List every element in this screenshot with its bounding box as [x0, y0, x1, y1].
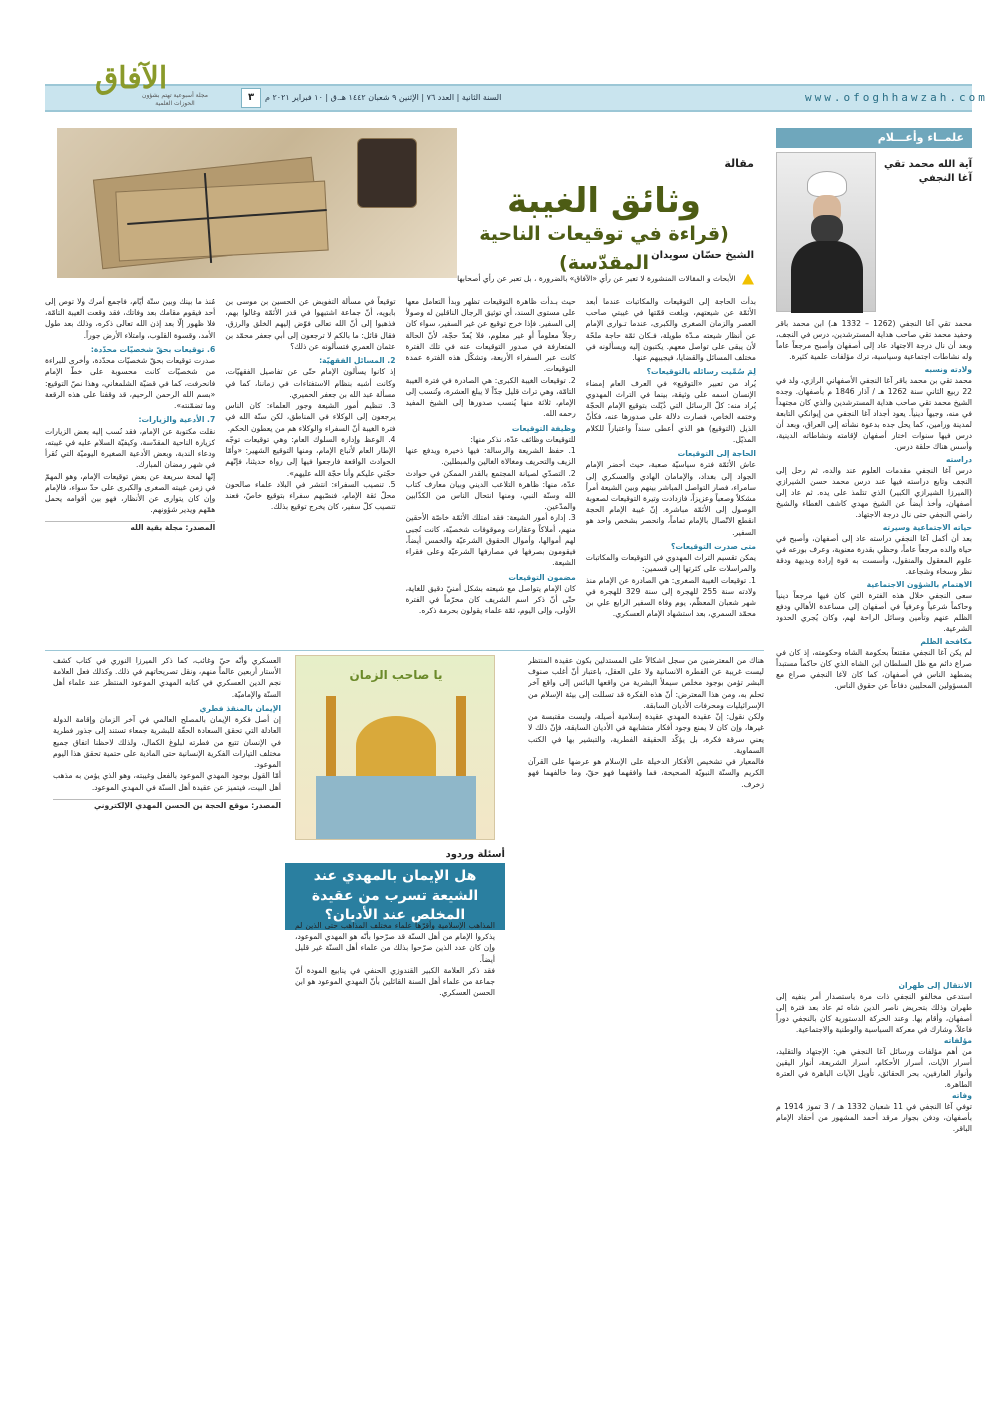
paragraph: 4. الوعظ وإدارة السلوك العام: وهي توقيعات توجّه الإطار العام لأتباع الإمام، ومنها التوقيع الشهير: «وأمّا الحوادث الواقعة فارجعوا فيها إلى رواة حديثنا، فإنّهم حجّتي عليكم وأنا حجّة الله عليهم». [225, 434, 396, 478]
bio-intro: محمد تقي آغا النجفي (1262 – 1332 هـ) ابن محمد باقر وحفيد محمد تقي صاحب هداية المسترشدين، درس في النجف، وبعد أن نال درجة الاجتهاد عاد إلى أصفهان وأصبح مرجعاً عاماً وله نشاطات اجتماعية وسياسية، ترك مؤلفات علمية كثيرة. [776, 319, 972, 361]
subheading: مضمون التوقيعات [508, 572, 576, 582]
paragraph: 2. التصدّي لصيانة المجتمع بالقدر الممكن في حوادث عدّة، منها: ظاهرة التلاعب الديني وبيان معارف كتاب الله وسنّة النبي، ومنها انتحال الناس من الكذّابين والمدّعين. [405, 468, 576, 512]
paragraph: أمّا القول بوجود المهدي الموعود بالفعل وغيبته، وهو الذي يؤمن به مذهب أهل البيت، فيتميز عن عقيدة أهل السنّة في المهدي الموعود. [53, 771, 281, 792]
scholar-bio [776, 318, 972, 691]
sidebar-heading: علمــاء وأعـــلام [776, 128, 972, 148]
paragraph: للتوقيعات وظائف عدّة، نذكر منها: [470, 434, 576, 444]
article-author: الشيخ حسّان سويدان [651, 250, 754, 261]
qa-column-3 [53, 655, 281, 1390]
bio-move: استدعى مخالفو النجفي ذات مرة باستصدار أمر بنفيه إلى طهران وذلك بتحريض ناصر الدين شاه ثم عاد بعد فترة إلى أصفهان، وأقام بها. وعند الحركة الدستورية كان بالنجفي دوراً فاعلاً، وشارك في معركة السياسية والوطنية والاجتماعية. [776, 992, 972, 1034]
bio-heading-study: دراسته [945, 455, 972, 464]
disclaimer [304, 273, 754, 285]
paragraph: صدرت توقيعات بحقّ شخصيّات محدّدة، وأخرى للبراءة من شخصيّات كانت محسوبة على خطّ الإمام فانحرفت، كما في قضيّة الشلمغاني، وهذا نصّ التوقيع: «بسم الله الرحمن الرحيم، قد وقفنا على هذه الرقعة وما تضمّنته». [45, 356, 216, 411]
paragraph: كان الإمام يتواصل مع شيعته بشكل أمنيّ دقيق للغاية، حتّى أنّ ذكر اسم الشريف كان محرّماً في الفترة الأولى، وإلى اليوم، ثمّة علماء يقولون بحرمة ذكره. [405, 583, 576, 616]
subheading: متى صدرت التوقيعات؟ [670, 541, 756, 551]
subheading: 6. توقيعات بحقّ شخصيّات محدّدة: [90, 344, 216, 354]
qa-label: أسئلة وردود [445, 849, 505, 860]
calligraphy: يا صاحب الزمان [349, 668, 443, 682]
paragraph: بدأت الحاجة إلى التوقيعات والمكاتبات عندما أبعد الأئمّة عن شيعتهم، وبلغت قمّتها في غيبتي صاحب العصر والزمان الصغرى والكبرى، عندما تـوارى الإمام عن أنظار شيعته مـدّة طويلة، فـكان ثمّة حاجة ملحّة لأن يبقى على تواصل معهم. يكتبون إليه ويسألونه في مختلف المسائل والقضايا، فيجيبهم عنها. [585, 297, 756, 363]
paragraph: توقيعاً في مسألة التفويض عن الحسين بن موسى بن بابويه، أنّ جماعة اشتبهوا في قدر الأئمّة وغالوا بهم، فذهبوا إلى أنّ الله تعالى فوّض إليهم الخلق والرزق، فقال قائل: ما بالكم لا ترجعون إلى أبي جعفر محمّد بن عثمان العمري فتسألونه عن ذلك؟ [225, 297, 396, 351]
bio-heading-works: مؤلفاته [943, 1036, 972, 1045]
paragraph: فقد ذكر العلامة الكبير القندوزي الحنفي في ينابيع المودة أنّ جماعة من علماء أهل السنة القائلين بأنّ المهدي الموعود هو ابن الحسن العسكري. [295, 965, 495, 998]
scholar-bio-continued [776, 980, 972, 1134]
subheading: الإيمان بالمنقذ فطري [199, 703, 281, 713]
paragraph: مُنذ ما بينك وبين ستّة أيّام، فاجمع أمرك ولا توص إلى أحد فيقوم مقامك بعد وفاتك، فقد وقعت الغيبة التامّة، فلا ظهور إلّا بعد إذن الله تعالى ذكره، وذلك بعد طول الأمد، وقسوة القلوب، وامتلاء الأرض جوراً. [45, 297, 216, 340]
website-link[interactable]: www.ofoghhawzah.com [805, 91, 988, 104]
paragraph: حيث بـدأت ظاهرة التوقيعات تظهر وبدأ التعامل معها على مستوى السند، أي توثيق الرجال الناقلين له وصولاً إلى السفير. فإذا خرج توقيع عن غير السفير، سواء كان رجلاً معلوماً أو غير معلوم، فلا يُعدّ حجّة، لأنّ الحالة المتعارفة في صدور التوقيعات عنه في تلك الفترة كانت عبر السفراء الأربعة، وتشكّل هذه الفترة عمدة التوقيعات. [405, 297, 576, 374]
letters-bundle-image [57, 128, 457, 278]
article-source: المصدر: مجلة بقية الله [45, 521, 215, 533]
paragraph: يُراد من تعبير «التوقيع» في العرف العام إمضاء الإنسان اسمه على وثيقة، بينما في التراث المهدوي يُراد منه: كلّ الرسائل التي ذُيّلت بتوقيع الإمام الحجّة وختمه الخاص، فصارت دلالة على صدورها عنه، فكأنّ الذيل (التوقيع) هو الذي أعطى سنداً واعتباراً للكلام المذيّل. [585, 378, 756, 444]
subheading: وظيفة التوقيعات [511, 423, 576, 433]
article-headline: وثائق الغيبة [507, 181, 701, 221]
subheading: 7. الأدعية والزيارات: [138, 415, 216, 425]
disclaimer-text: الأبحاث و المقالات المنشورة لا تعبر عن رأي «الآفاق» بالضرورة ، بل تعبر عن رأي أصحابها [457, 274, 736, 283]
warning-icon [742, 274, 754, 285]
bio-death: توفي آغا النجفي في 11 شعبان 1332 هـ / 3 تموز 1914 م بأصفهان، ودفن بجوار مرقد أحمد المشهور من أحفاد الإمام الباقر. [776, 1102, 973, 1133]
subheading: 2. المسائل الفقهيّة: [319, 356, 396, 366]
bio-heading-anti: مكافحة الظلم [920, 637, 972, 646]
qa-column-1 [528, 655, 764, 1390]
scholars-sidebar [776, 128, 972, 1428]
bio-life: بعد أن أكمل آغا النجفي دراسته عاد إلى أصفهان، وأصبح في حياة والده مرجعاً عاماً، وحظي بقدرة معنوية، وعرف بورعه في علوم المعقول والمنقول، وأسست به قوة إرادة وبديهة ودقة نظر وسخاء وشجاعة. [776, 534, 972, 576]
bio-heading-birth: ولادته ونسبه [924, 365, 972, 374]
section-divider [45, 650, 764, 651]
paragraph: 1. حفظ الشريعة والرسالة: فيها ذخيرة ويدفع عنها الزيف والتحريف ومغالاة الغالين والمبطلين. [405, 446, 576, 467]
bio-heading-move: الانتقال إلى طهران [898, 981, 972, 990]
paragraph: 1. توقيعات الغيبة الصغرى: هي الصادرة عن الإمام منذ ولادته سنة 255 للهجرة إلى سنة 329 للهجرة في شهر شعبان المعظّم، يوم وفاة السفير الرابع علي بن محمّد السمري، بعد استشهاد الإمام العسكري. [585, 575, 756, 619]
bio-anti: لم يكن آغا النجفي مقتنعاً بحكومة الشاه وحكومته، إذ كان في صراع دائم مع ظل السلطان ابن الشاه الذي كان حاكماً مستبداً يضطهد الناس في أصفهان، كما كان لآغا النجفي صراع مع المسؤولين المحليين دفاعاً عن حقوق الناس. [776, 648, 972, 690]
paragraph: 3. تنظيم أمور الشيعة وجور العلماء: كان الناس يرجعون إلى الوكلاء في المناطق، لكن سنّة الله في فترة الغيبة أنّ السفراء والوكلاء هم من يعطون الحكم. [225, 401, 396, 433]
qa-title: هل الإيمان بالمهدي عند الشيعة تسرب من عقيدة المخلص عند الأديان؟ [285, 863, 505, 930]
paragraph: 3. إدارة أمور الشيعة: فقد امتلك الأئمّة خاصّة الأحقين منهم، أملاكاً وعقارات وموقوفات شخصيّة، كانت تُجبى لهم أموالها، وأموال الحقوق الشرعيّة والخمس أيضاً، فيقومون بصرفها في مصارفها الشرعيّة وعلى فقراء الشيعة. [405, 513, 576, 568]
bio-heading-social: الاهتمام بالشؤون الاجتماعية [866, 580, 972, 589]
paragraph: 5. تنصيب السفراء: انتشر في البلاد علماء صالحون محلّ ثقة الإمام، فنصّبهم سفراء بتوقيع خاصّ، فعند تنصيب كلّ سفير، كان يخرج توقيع بذلك. [225, 479, 396, 512]
paragraph: 2. توقيعات الغيبة الكبرى: هي الصادرة في فترة الغيبة التامّة، وهي تراث قليل جدّاً لا يبلغ العشرة، وتُنسب إلى الإمام، ثلاثة منها يُنسب صدورها إلى الشيخ المفيد رحمه الله. [405, 375, 576, 419]
qa-article [45, 655, 764, 1395]
bio-study: درس آغا النجفي مقدمات العلوم عند والده، ثم رحل إلى النجف وتابع دراسته فيها عند درس محمد حسن الشيرازي (الميرزا الشيرازي الكبير) الذي تتلمذ على يده. ثم عاد إلى أصفهان، وأخذ أيضاً عن الشيخ مهدي كاشف الغطاء والشيخ راضي النجفي حتى نال درجة الاجتهاد. [776, 466, 972, 519]
bio-heading-death: وفاته [951, 1091, 972, 1100]
subheading: الحاجة إلى التوقيعات [677, 449, 756, 459]
paragraph: هناك من المعترضين من سجل اشكالاً على المستدلين بكون عقيدة المنتظر ليست غريبة عن الفطرة الانسانية ولا على العقل، باعتبار أنّ أغلب صنوف البشر تؤمن بوجود مخلص سيملأ البشرية من واقعها البائس إلى واقع آخر تحلم به، ومن هذا المعترض: أنّ هذه الفكرة قد تسللت إلى بيئة الإسلام من الإسرائيليات ومحرفات الأديان السابقة. [528, 656, 764, 710]
paragraph: المذاهب الإسلامية وأقرّها علماء مختلف المذاهب حتى الذين لم يذكروا الإمام من أهل السنّة قد صرّحوا بأنّه هو المهدي الموعود، وإن كان عدد الذين صرّحوا بذلك من علماء أهل السنّة غير قليل أيضاً. [295, 921, 495, 964]
logo [45, 54, 208, 116]
paragraph: يمكن تقسيم التراث المهدوي في التوقيعات والمكاتبات والمراسلات على كثرتها إلى قسمين: [585, 553, 756, 574]
masthead [45, 54, 988, 118]
paragraph: العسكري وأنّه حيّ وغائب، كما ذكر الميرزا النوري في كتاب كشف الأستار أربعين عالماً منهم، ونقل تصريحاتهم في ذلك. وكذلك فعل العلامة نجم الدين العسكري في كتابه المهدي الموعود المنتظر عند علماء أهل السنّة والإماميّة. [53, 656, 281, 699]
logo-title: الآفاق [95, 61, 168, 96]
mosque-illustration [295, 655, 495, 840]
paragraph: إنّها لمحة سريعة عن بعض توقيعات الإمام، وهو المهمّ في زمن غيبته الصغرى والكبرى على حدّ سواء، فالإمام وإن كان يتوارى عن الأنظار، فهو بين أقوامه يحمل همّهم ويدير شؤونهم. [45, 471, 216, 515]
logo-subtitle: مجلة أسبوعية تهتم بشؤون الحوزات العلمية [142, 92, 208, 107]
subheading: لِمَ سُمِّيت رسائله بالتوقيعات؟ [646, 367, 756, 377]
qa-column-2 [295, 920, 495, 1390]
bio-heading-life: حياته الاجتماعية وسيرته [882, 523, 972, 532]
bio-birth: محمد تقي بن محمد باقر آغا النجفي الأصفهاني الرازي، ولد في 22 ربيع الثاني سنة 1262 هـ / آذار 1846 م بأصفهان. وجده الشيخ محمد تقي صاحب هداية المسترشدين والذي كان مجتهداً في منه، وجيهاً دينياً. يعود أجداد آغا النجفي من إيوانكي التابعة لمدينة ورامين، كما يحل جده بدعوة نشأته إلى العراق، وبعد أن درس فيها سنوات اختار أصفهان لإقامته ونشاطاته الدينية، وأسس هناك حلقة درس. [776, 376, 972, 451]
qa-source: المصدر: موقع الحجة بن الحسن المهدي الإلكتروني [53, 799, 281, 811]
paragraph: نقلت مكتوبة عن الإمام، فقد نُسب إليه بعض الزيارات كزيارة الناحية المقدّسة، وكيفيّة السلام عليه في غيبته، ودعاء الندبة، وبعض الأدعية الصغيرة اليوميّة التي تُقرأ في شهر رمضان المبارك. [45, 426, 216, 470]
paragraph: إذ كانوا يسألون الإمام حتّى عن تفاصيل الفقهيّات، وكانت أشبه بنظام الاستفتاءات في زماننا، كما في مسألة عبد الله بن جعفر الحميري. [225, 367, 396, 399]
paragraph: فالمعيار في تشخيص الأفكار الدخيلة على الإسلام هو عرضها على القرآن الكريم والسنّة النبويّة الصحيحة، فما وافقهما فهو حقّ، وما خالفهما فهو زخرف. [528, 757, 764, 789]
paragraph: إن أصل فكرة الإيمان بالمصلح العالمي في آخر الزمان وإقامة الدولة العادلة التي تحقق السعادة الحقّة للبشرية جمعاء تستند إلى جذور فطرية في الإنسان تتبع من فطرته لبلوغ الكمال، ولذلك لاحظنا اتفاق جميع مختلف التيارات الفكرية الإنسانية حتى المادية على حتمية تحقق هذا اليوم الموعود. [53, 715, 281, 770]
scholar-portrait [776, 152, 876, 312]
paragraph: ولكن نقول: إنّ عقيدة المهدي عقيدة إسلامية أصيلة، وليست مقتبسة من غيرها، وإن كان لا يمنع وجود أفكار متشابهة في الأديان السابقة، فإنّ ذلك لا يعني سرقة فكرة، بل يؤكّد الحقيقة الفطرية، والتبشير بها في الكتب السماوية. [528, 712, 764, 755]
scholar-name: آية الله محمد تقي آغا النجفي [884, 159, 972, 184]
issue-info: السنة الثانية | العدد ٧٦ | الإثنين ٩ شعبان ١٤٤٢ هـ.ق | ١٠ فبراير ٢٠٢١ م [265, 93, 502, 102]
page-number: ٣ [241, 88, 261, 108]
paragraph: عاش الأئمّة فترة سياسيّة صعبة، حيث أحضر الإمام الجواد إلى بغداد، والإمامان الهادي والعسكري إلى سامراء، فصار التواصل المباشر بينهم وبين الشيعة أمراً مشكلاً وصعباً وعزيزاً، فازدادت وتيرة التوقيعات لصعوبة الوصول إلى الأئمّة مباشرة. إنّ غيبة الإمام الحجة انقطع الاتّصال بالإمام تماماً، وانحصر بشخص واحد هو السفير. [585, 460, 756, 537]
section-label: مقالة [724, 157, 754, 170]
bio-works: من أهم مؤلفات ورسائل آغا النجفي هي: الإجتهاد والتقليد، أسرار الآيات، أسرار الأحكام، أسرار الشريعة، أنوار اليقين وأنوار العارفين، بحر الحقائق، تأويل الآيات الباهرة في العترة الطاهرة. [776, 1047, 972, 1089]
bio-social: سعى النجفي خلال هذه الفترة التي كان فيها مرجعاً دينياً وحاكماً شرعياً وعرفياً في أصفهان إلى مساعدة الأهالي ودفع الظلم عنهم وتأمين وسائل الراحة لهم، وكان يُجري الحدود الشرعية. [776, 591, 972, 633]
article-subheadline: (قراءة في توقيعات الناحية المقدّسة) [479, 223, 729, 274]
